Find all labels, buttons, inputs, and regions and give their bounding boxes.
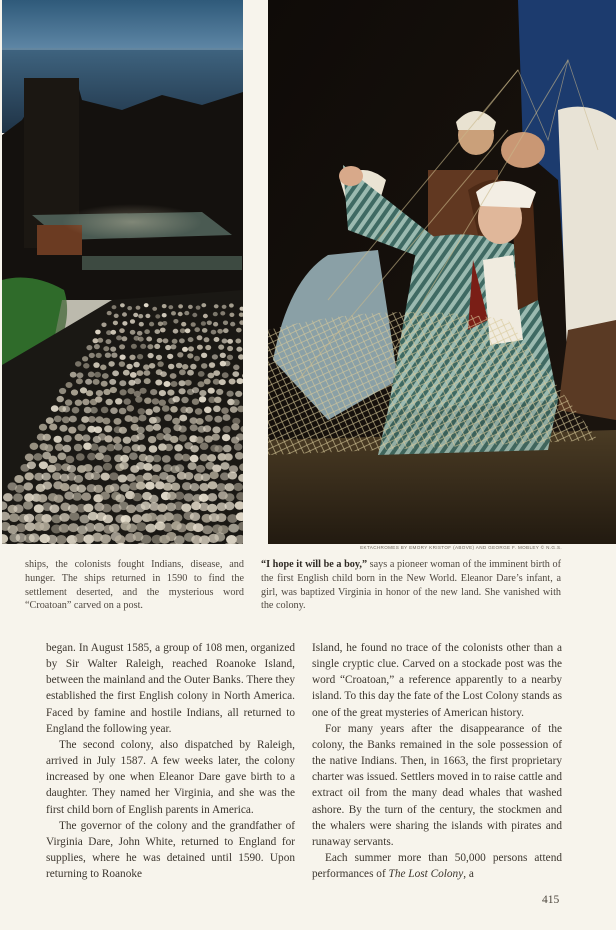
amphitheater-illustration bbox=[2, 0, 243, 544]
article-paragraph: The governor of the colony and the grandfather of Virginia Dare, John White, returned to England for supplies, where he was detained until 1590. Upon returning to Roanoke bbox=[46, 819, 295, 881]
caption-quote: “I hope it will be a boy,” bbox=[261, 559, 368, 570]
paragraph-text: , a bbox=[463, 868, 474, 881]
page-number: 415 bbox=[542, 894, 560, 906]
caption-text: says a pioneer woman of the imminent birth of the first English child born in the New World. Eleanor Dare’s infant, a girl, was baptized Virginia in honor of the new land. She vanished with the colony. bbox=[261, 559, 561, 612]
article-column-right bbox=[312, 640, 562, 882]
article-paragraph: The second colony, also dispatched by Raleigh, arrived in July 1587. A few weeks later, the colony increased by one when Eleanor Dare gave birth to a daughter. They named her Virginia, and she was the first child born of English parents in America. bbox=[46, 738, 295, 816]
right-photo-caption bbox=[261, 558, 561, 613]
amphitheater-photo bbox=[2, 0, 243, 544]
article-paragraph: began. In August 1585, a group of 108 men, organized by Sir Walter Raleigh, reached Roanoke Island, between the mainland and the Outer Banks. There they established the first English colony in North America. Faced by famine and hostile Indians, all returned to England the following year. bbox=[46, 642, 295, 735]
stage-actors-photo bbox=[268, 0, 616, 544]
article-paragraph bbox=[312, 850, 562, 882]
article-paragraph: For many years after the disappearance of the colony, the Banks remained in the sole possession of the native Indians. Then, in 1663, the first proprietary charter was issued. Settlers moved in to raise cattle and extract oil from the many dead whales that washed ashore. By the turn of the century, the stockmen and the whalers were sharing the islands with pirates and runaway servants. bbox=[312, 722, 562, 848]
play-title: The Lost Colony bbox=[388, 868, 464, 881]
photo-credit: EKTACHROMES BY EMORY KRISTOF (ABOVE) AND GEORGE F. MOBLEY © N.G.S. bbox=[360, 545, 562, 550]
left-photo-caption: ships, the colonists fought Indians, disease, and hunger. The ships returned in 1590 to find the settlement deserted, and the mysterious word “Croatoan” carved on a post. bbox=[25, 559, 244, 612]
stage-actors-illustration bbox=[268, 0, 616, 544]
article-column-left bbox=[46, 640, 295, 882]
paragraph-text: Each summer more than 50,000 persons attend performances of bbox=[312, 852, 562, 881]
article-paragraph: Island, he found no trace of the colonists other than a single cryptic clue. Carved on a stockade post was the word “Croatoan,” a reference apparently to a nearby island. To this day the fate of the Lost Colony stands as one of the great mysteries of American history. bbox=[312, 642, 563, 719]
